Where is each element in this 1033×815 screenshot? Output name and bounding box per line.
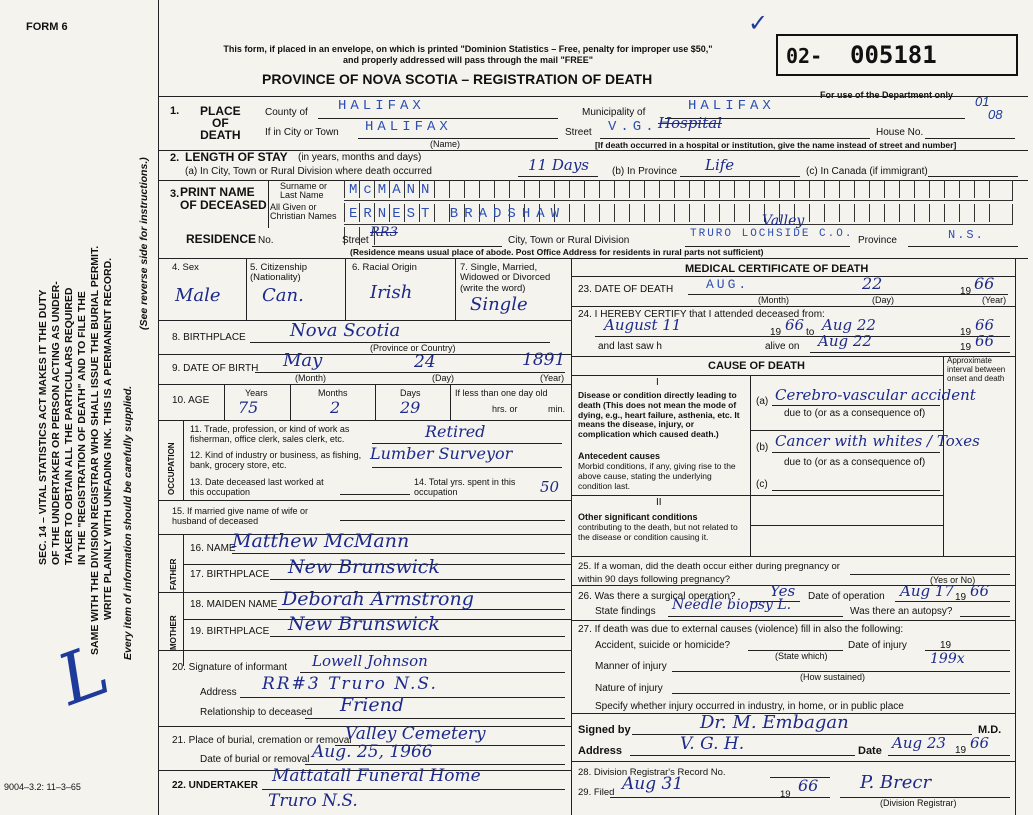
father-name-value: Matthew McMann: [232, 530, 410, 552]
dob-day: 24: [414, 352, 436, 372]
res-prov-label: Province: [858, 235, 897, 246]
cause-i-label: I: [656, 377, 659, 388]
occ13-label: 13. Date deceased last worked at this occupation: [190, 477, 324, 498]
burial-date-label: Date of burial or removal: [200, 754, 310, 765]
dept-code: 08: [988, 107, 1003, 122]
father-bp-value: New Brunswick: [288, 556, 440, 578]
month-sublabel: (Month): [295, 373, 327, 383]
due-to-1: due to (or as a consequence of): [784, 408, 926, 419]
citizenship-value: Can.: [262, 285, 304, 306]
day-sublabel: (Day): [432, 373, 454, 383]
other-sig-sub: contributing to the death, but not related to the disease or condition causing it.: [578, 522, 738, 542]
specify-label: Specify whether injury occurred in industry, in home, or in public place: [595, 701, 904, 712]
op-19: 19: [955, 592, 967, 603]
other-sig-label: Other significant conditions: [578, 512, 698, 522]
attend-to: Aug 22: [822, 316, 876, 334]
cause-a-prefix: (a): [756, 396, 769, 407]
date-injury-label: Date of injury: [848, 640, 907, 651]
days-sublabel: Days: [400, 388, 421, 398]
res-street-label: Street: [342, 235, 369, 246]
birthplace-label: 8. BIRTHPLACE: [172, 332, 246, 343]
father-name-label: 16. NAME: [190, 543, 236, 554]
undertaker-city: Truro N.S.: [268, 791, 358, 811]
medical-title: MEDICAL CERTIFICATE OF DEATH: [685, 263, 869, 275]
burial-date-value: Aug. 25, 1966: [312, 742, 433, 762]
mother-name-label: 18. MAIDEN NAME: [190, 599, 278, 610]
hrs-label: hrs. or: [492, 404, 518, 414]
occ14-label: 14. Total yrs. spent in this occupation: [414, 477, 516, 498]
occupation-value: Retired: [425, 422, 486, 441]
cause-b-prefix: (b): [756, 442, 769, 453]
page-title: PROVINCE OF NOVA SCOTIA – REGISTRATION OF DEATH: [262, 71, 653, 87]
reg-number: 005181: [850, 41, 937, 69]
dept-use-label: For use of the Department only: [820, 90, 954, 100]
alive-on-label: alive on: [765, 341, 800, 352]
to-label: to: [806, 327, 815, 338]
alive-year: 66: [975, 332, 995, 350]
div-registrar-sub: (Division Registrar): [880, 798, 957, 808]
cause-c-prefix: (c): [756, 479, 768, 490]
reg-prefix: 02-: [786, 44, 823, 68]
given-value: ERNEST BRADSHAW: [349, 206, 566, 222]
surgery-value: Yes: [770, 582, 796, 600]
how-sustained-sub: (How sustained): [800, 672, 866, 682]
age-months: 2: [330, 398, 341, 417]
autopsy-label: Was there an autopsy?: [850, 606, 953, 617]
dob-label: 9. DATE OF BIRTH: [172, 363, 259, 374]
form-label: FORM 6: [26, 21, 68, 33]
side-notice-line: SEC. 14 – VITAL STATISTICS ACT MAKES IT THE DUTY: [37, 289, 49, 565]
dod-label: 23. DATE OF DEATH: [578, 284, 674, 295]
sex-label: 4. Sex: [172, 262, 199, 273]
op-date-label: Date of operation: [808, 591, 885, 602]
side-notice-line: OF THE UNDERTAKER OR PERSON ACTING AS UNDER-: [50, 281, 62, 565]
filed-value: Aug 31: [622, 774, 684, 794]
res-city-value: TRURO LOCHSIDE C.O.: [690, 228, 854, 240]
interval-label: Approximate interval between onset and death: [947, 356, 1006, 383]
side-notice-line: WRITE PLAINLY WITH UNFADING INK. THIS IS A PERMANENT RECORD.: [102, 257, 114, 620]
place-num: 1.: [170, 105, 180, 117]
res-city-label: City, Town or Rural Division: [508, 235, 630, 246]
state-which-sub: (State which): [775, 651, 828, 661]
signed-by-label: Signed by: [578, 724, 631, 736]
mother-bp-label: 19. BIRTHPLACE: [190, 626, 270, 637]
accident-label: Accident, suicide or homicide?: [595, 640, 731, 651]
father-vertical-label: FATHER: [169, 558, 178, 590]
side-notice-line: (See reverse side for instructions.): [138, 157, 150, 330]
dept-code: 01: [975, 94, 990, 109]
pen-mark-left: L: [47, 628, 120, 722]
sign-19: 19: [955, 745, 967, 756]
occ-years-value: 50: [540, 478, 560, 496]
father-bp-label: 17. BIRTHPLACE: [190, 569, 270, 580]
los-a-value: 11 Days: [528, 156, 589, 174]
street-value: V.G.: [608, 119, 658, 135]
form-code: 9004–3.2: 11–3–65: [4, 782, 81, 792]
dod-19: 19: [960, 286, 972, 297]
occupation-vertical-label: OCCUPATION: [167, 442, 176, 495]
date-label: Date: [858, 745, 882, 757]
registration-number-box: [776, 34, 1018, 76]
informant-label: 20. Signature of informant: [172, 662, 288, 673]
side-notice-line: Every item of information should be carefully supplied.: [122, 385, 134, 660]
injury-year: 199x: [930, 651, 965, 667]
op-date-value: Aug 17: [900, 582, 954, 600]
birthplace-sublabel: (Province or Country): [370, 343, 456, 353]
alive-on-value: Aug 22: [818, 332, 872, 350]
sex-value: Male: [175, 285, 221, 306]
place-title: PLACE OF DEATH: [200, 104, 241, 142]
los-c-label: (c) In Canada (if immigrant): [806, 166, 928, 177]
name-title: PRINT NAME OF DECEASED: [180, 185, 267, 212]
years-sublabel: Years: [245, 388, 268, 398]
age-years: 75: [238, 398, 259, 417]
findings-label: State findings: [595, 606, 656, 617]
to-year: 66: [975, 316, 995, 334]
marital-value: Single: [470, 294, 528, 315]
from-19: 19: [770, 327, 782, 338]
q26-label: 26. Was there a surgical operation?: [578, 591, 736, 602]
op-year: 66: [970, 582, 990, 600]
dod-month-sub: (Month): [758, 295, 790, 305]
sign-date-value: Aug 23: [892, 734, 946, 752]
los-num: 2.: [170, 152, 180, 164]
mother-bp-value: New Brunswick: [288, 613, 440, 635]
informant-address: RR#3 Truro N.S.: [262, 674, 438, 694]
less-than-day-label: If less than one day old: [455, 388, 548, 398]
alive-19: 19: [960, 342, 972, 353]
surname-value: McMANN: [349, 182, 436, 198]
attend-from: August 11: [604, 316, 682, 334]
cause-b-value: Cancer with whites / Toxes: [775, 432, 980, 450]
dob-month: May: [283, 350, 323, 371]
informant-value: Lowell Johnson: [312, 652, 428, 670]
last-saw-label: and last saw h: [598, 341, 662, 352]
res-street-value: RR3: [370, 225, 398, 240]
occ11-label: 11. Trade, profession, or kind of work as fisherman, office clerk, sales clerk, etc.: [190, 424, 350, 445]
to-19: 19: [960, 327, 972, 338]
citizenship-label: 5. Citizenship (Nationality): [250, 262, 308, 284]
res-prov-value: N.S.: [948, 228, 985, 242]
sign-year: 66: [970, 734, 990, 752]
city-label: If in City or Town: [265, 127, 339, 138]
res-note: (Residence means usual place of abode. Post Office Address for residents in rural parts not sufficient): [350, 247, 764, 257]
cause-a-value: Cerebro-vascular accident: [775, 386, 976, 404]
relationship-value: Friend: [340, 694, 404, 716]
res-no-label: No.: [258, 235, 274, 246]
relationship-label: Relationship to deceased: [200, 707, 313, 718]
occ12-label: 12. Kind of industry or business, as fishing, bank, grocery store, etc.: [190, 450, 362, 471]
racial-label: 6. Racial Origin: [352, 262, 417, 273]
street-crossed: Hospital: [658, 114, 722, 132]
given-label: All Given or Christian Names: [270, 202, 337, 222]
hospital-note: [If death occurred in a hospital or institution, give the name instead of street and number]: [595, 140, 957, 150]
municipality-label: Municipality of: [582, 107, 646, 118]
mother-vertical-label: MOTHER: [169, 615, 178, 650]
municipality-value: HALIFAX: [688, 98, 775, 114]
los-b-value: Life: [705, 156, 735, 174]
side-notice-line: IN THE "REGISTRATION OF DEATH" AND TO FILE THE: [76, 291, 88, 565]
burial-label: 21. Place of burial, cremation or removal: [172, 735, 352, 746]
filed-year: 66: [798, 776, 819, 795]
racial-value: Irish: [370, 282, 413, 303]
birthplace-value: Nova Scotia: [290, 320, 401, 341]
surname-label: Surname or Last Name: [280, 181, 328, 201]
antecedent-sub: Morbid conditions, if any, giving rise to the above cause, stating the underlying condition last.: [578, 461, 736, 491]
los-b-label: (b) In Province: [612, 166, 678, 177]
filed-19: 19: [780, 789, 791, 800]
marital-label: 7. Single, Married, Widowed or Divorced (write the word): [460, 262, 551, 294]
dod-day: 22: [862, 274, 883, 293]
registrar-signature: P. Brecr: [860, 772, 932, 793]
address-label: Address: [200, 687, 237, 698]
med-address-value: V. G. H.: [680, 734, 745, 754]
house-label: House No.: [876, 127, 924, 138]
dod-year-sub: (Year): [982, 295, 1007, 305]
q28-label: 28. Division Registrar's Record No.: [578, 767, 726, 778]
q29-label: 29. Filed: [578, 787, 615, 798]
age-label: 10. AGE: [172, 395, 210, 406]
side-notice-line: SAME WITH THE DIVISION REGISTRAR WHO SHALL ISSUE THE BURIAL PERMIT.: [89, 245, 101, 655]
mother-name-value: Deborah Armstrong: [282, 588, 474, 610]
residence-label: RESIDENCE: [186, 232, 257, 246]
check-mark: ✓: [748, 10, 769, 37]
county-label: County of: [265, 107, 308, 118]
q27-label: 27. If death was due to external causes (violence) fill in also the following:: [578, 624, 904, 635]
age-days: 29: [400, 398, 421, 417]
cause-ii-label: II: [656, 497, 662, 508]
dod-day-sub: (Day): [872, 295, 894, 305]
spouse-label: 15. If married give name of wife or husband of deceased: [172, 506, 309, 527]
year-sublabel: (Year): [540, 373, 565, 383]
months-sublabel: Months: [318, 388, 348, 398]
undertaker-value: Mattatall Funeral Home: [272, 766, 481, 786]
injury-19: 19: [940, 640, 952, 651]
cause-title: CAUSE OF DEATH: [708, 360, 805, 372]
burial-value: Valley Cemetery: [345, 724, 486, 744]
county-value: HALIFAX: [338, 98, 425, 114]
certify-label: 24. I HEREBY CERTIFY that I attended deceased from:: [578, 309, 825, 320]
name-sublabel: (Name): [430, 139, 461, 149]
med-address-label: Address: [578, 745, 623, 757]
nature-label: Nature of injury: [595, 683, 663, 694]
side-notice-line: TAKER TO OBTAIN ALL THE PARTICULARS REQUIRED: [63, 287, 75, 565]
city-value: HALIFAX: [365, 119, 452, 135]
mail-notice: This form, if placed in an envelope, on which is printed "Dominion Statistics – Free, penalty for improper use $50," and properly addressed will pass through the mail "FREE": [223, 44, 713, 66]
industry-value: Lumber Surveyor: [370, 444, 513, 463]
md-label: M.D.: [978, 724, 1002, 736]
due-to-2: due to (or as a consequence of): [784, 457, 926, 468]
los-title: LENGTH OF STAY: [185, 150, 288, 164]
name-num: 3.: [170, 188, 180, 200]
dob-year: 1891: [522, 350, 566, 370]
disease-label: Disease or condition directly leading to death (This does not mean the mode of dying, e.g., heart failure, asthenia, etc. It means the disease, injury, or complication which caused death.): [578, 390, 740, 440]
los-sublabel: (in years, months and days): [298, 152, 422, 163]
dod-year: 66: [974, 274, 995, 293]
manner-label: Manner of injury: [595, 661, 667, 672]
undertaker-label: 22. UNDERTAKER: [172, 780, 258, 791]
los-a-label: (a) In City, Town or Rural Division where death occurred: [185, 166, 432, 177]
antecedent-label: Antecedent causes: [578, 451, 661, 461]
res-added: Valley: [762, 213, 805, 229]
findings-value: Needle biopsy L.: [672, 597, 792, 613]
dod-month: AUG.: [706, 277, 750, 292]
surname-grid: [344, 180, 1013, 201]
min-label: min.: [548, 404, 566, 414]
street-label: Street: [565, 127, 592, 138]
signed-value: Dr. M. Embagan: [700, 712, 849, 733]
yes-no-sub: (Yes or No): [930, 575, 976, 585]
q25-label: 25. If a woman, did the death occur either during pregnancy or within 90 days following pregnancy?: [578, 561, 840, 586]
from-year: 66: [785, 316, 805, 334]
